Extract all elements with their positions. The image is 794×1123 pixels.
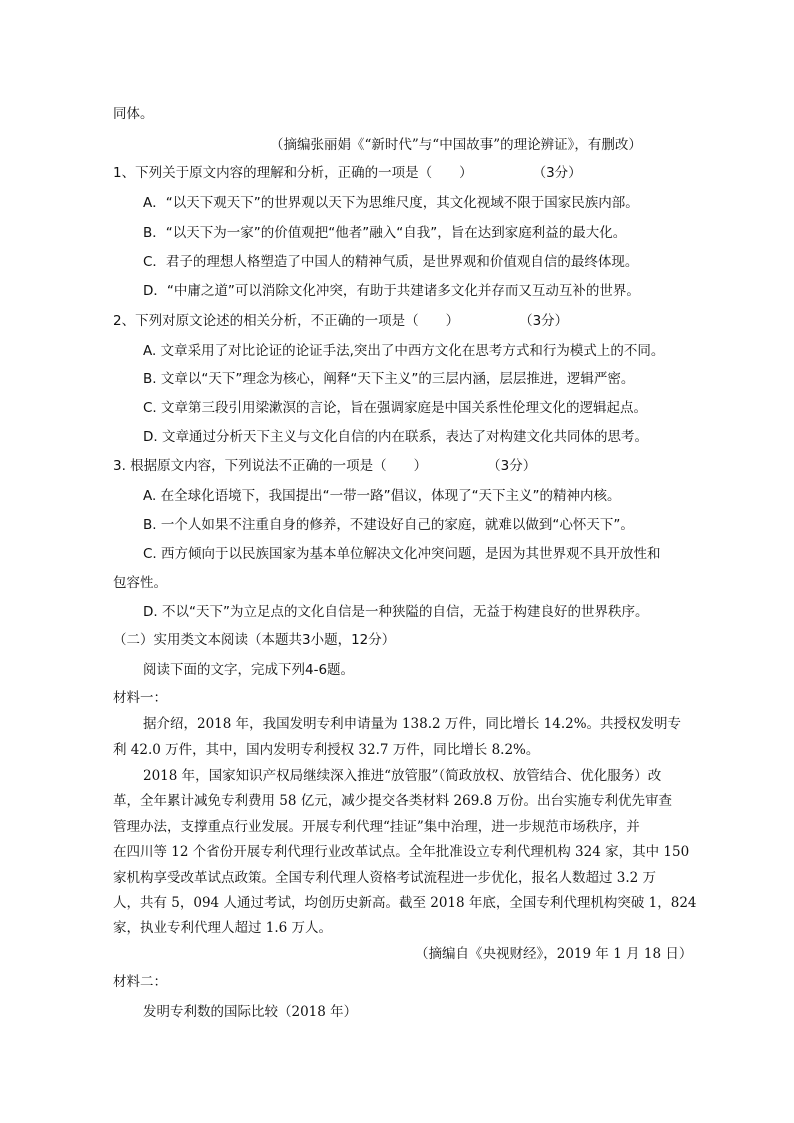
section-heading: （二）实用类文本阅读（本题共3小题，12分） bbox=[113, 632, 396, 648]
question-3-score: （3分） bbox=[487, 458, 537, 474]
question-1-score: （3分） bbox=[532, 165, 582, 181]
paragraph-line: 管理办法，支撑重点行业发展。开展专利代理“挂证”集中治理，进一步规范市场秩序，并 bbox=[113, 819, 640, 835]
paragraph-line: 2018 年，国家知识产权局继续深入推进“放管服”（简政放权、放管结合、优化服务）改 bbox=[143, 768, 662, 784]
question-2-option-d: D. 文章通过分析天下主义与文化自信的内在联系，表达了对构建文化共同体的思考。 bbox=[143, 429, 648, 445]
question-1-stem: 1、下列关于原文内容的理解和分析，正确的一项是（ ） bbox=[113, 165, 473, 181]
question-3-option-b: B. 一个人如果不注重自身的修养，不建设好自己的家庭，就难以做到“心怀天下”。 bbox=[143, 517, 634, 533]
material-1-label: 材料一： bbox=[113, 690, 167, 706]
paragraph-line: 据介绍，2018 年，我国发明专利申请量为 138.2 万件，同比增长 14.2%。共授权发明专 bbox=[143, 716, 682, 732]
question-2-option-a: A. 文章采用了对比论证的论证手法,突出了中西方文化在思考方式和行为模式上的不同。 bbox=[143, 343, 665, 359]
question-3-option-c-cont: 包容性。 bbox=[113, 575, 167, 591]
question-1-option-a: A．“以天下观天下”的世界观以天下为思维尺度，其文化视域不限于国家民族内部。 bbox=[143, 195, 639, 211]
source-citation: （摘编张丽娟《“新时代”与“中国故事”的理论辨证》，有删改） bbox=[270, 137, 642, 153]
material-2-label: 材料二： bbox=[113, 974, 167, 990]
paragraph-line: 家，执业专利代理人超过 1.6 万人。 bbox=[113, 920, 333, 936]
paragraph-line: 利 42.0 万件，其中，国内发明专利授权 32.7 万件，同比增长 8.2%。 bbox=[113, 742, 540, 758]
source-citation-2: （摘编自《央视财经》，2019 年 1 月 18 日） bbox=[415, 946, 693, 962]
paragraph-line: 革，全年累计减免专利费用 58 亿元，减少提交各类材料 269.8 万份。出台实施专利优先审查 bbox=[113, 793, 672, 809]
question-1-option-c: C．君子的理想人格塑造了中国人的精神气质，是世界观和价值观自信的最终体现。 bbox=[143, 254, 639, 270]
question-1 bbox=[113, 163, 582, 183]
paragraph-line: 人，共有 5，094 人通过考试，均创历史新高。截至 2018 年底，全国专利代理机构突破 1，824 bbox=[113, 895, 697, 911]
question-2-stem: 2、下列对原文论述的相关分析，不正确的一项是（ ） bbox=[113, 313, 460, 329]
section-instruction: 阅读下面的文字，完成下列4-6题。 bbox=[143, 662, 355, 678]
table-caption: 发明专利数的国际比较（2018 年） bbox=[143, 1004, 358, 1020]
question-2-option-b: B. 文章以“天下”理念为核心，阐释“天下主义”的三层内涵，层层推进，逻辑严密。 bbox=[143, 371, 635, 387]
question-1-option-d: D．“中庸之道”可以消除文化冲突，有助于共建诸多文化并存而又互动互补的世界。 bbox=[143, 283, 640, 299]
question-2-option-c: C. 文章第三段引用梁漱溟的言论，旨在强调家庭是中国关系性伦理文化的逻辑起点。 bbox=[143, 400, 648, 416]
continuation-text: 同体。 bbox=[113, 106, 154, 122]
question-2 bbox=[113, 311, 568, 331]
paragraph-line: 家机构享受改革试点政策。全国专利代理人资格考试流程进一步优化，报名人数超过 3.2 万 bbox=[113, 870, 657, 886]
question-2-score: （3分） bbox=[519, 313, 569, 329]
question-3-stem: 3. 根据原文内容，下列说法不正确的一项是（ ） bbox=[113, 458, 428, 474]
question-3-option-d: D. 不以“天下”为立足点的文化自信是一种狭隘的自信，无益于构建良好的世界秩序。 bbox=[143, 604, 649, 620]
question-3-option-c: C. 西方倾向于以民族国家为基本单位解决文化冲突问题，是因为其世界观不具开放性和 bbox=[143, 546, 661, 562]
question-1-option-b: B．“以天下为一家”的价值观把“他者”融入“自我”，旨在达到家庭利益的最大化。 bbox=[143, 225, 627, 241]
question-3-option-a: A. 在全球化语境下，我国提出“一带一路”倡议，体现了“天下主义”的精神内核。 bbox=[143, 488, 621, 504]
paragraph-line: 在四川等 12 个省份开展专利代理行业改革试点。全年批准设立专利代理机构 324 家，其中 150 bbox=[113, 844, 690, 860]
question-3 bbox=[113, 456, 536, 476]
